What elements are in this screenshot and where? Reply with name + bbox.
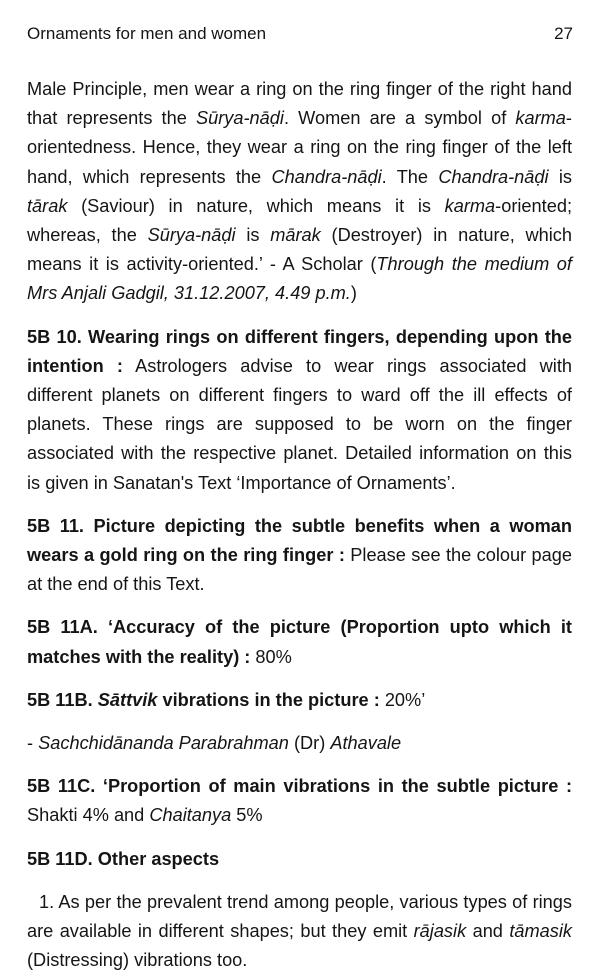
running-title: Ornaments for men and women: [27, 24, 267, 43]
section-5b11c: 5B 11C. ‘Proportion of main vibrations in the subtle picture : Shakti 4% and Chaitanya 5%: [27, 776, 572, 826]
section-5b11b-value: 20%’: [379, 689, 426, 710]
section-5b10-heading: 5B 10. Wearing rings on different fingers, depending upon the intention :: [27, 326, 572, 376]
section-5b11b-heading: 5B 11B. Sāttvik vibrations in the picture :: [27, 689, 380, 710]
section-5b11a-value: 80%: [250, 646, 292, 667]
section-5b11a: [27, 613, 572, 671]
section-5b11d: [27, 845, 572, 874]
section-5b11: [27, 512, 572, 600]
attribution: - Sachchidānanda Parabrahman (Dr) Athavale: [27, 733, 402, 754]
page-header: [27, 24, 573, 48]
section-5b11d-heading: 5B 11D. Other aspects: [27, 848, 220, 869]
page-number: 27: [554, 24, 573, 43]
section-5b11c-heading: 5B 11C. ‘Proportion of main vibrations in the subtle picture :: [27, 776, 572, 797]
section-5b11b: [27, 686, 572, 715]
section-5b11-text: Please see the colour page at the end of this Text.: [27, 545, 572, 595]
section-5b10: [27, 323, 572, 498]
list-item-1: 1. As per the prevalent trend among people, various types of rings are available in different shapes; but they emit rājasik and tāmasik (Distressing) vibrations too.: [27, 891, 573, 971]
section-5b11a-heading: 5B 11A. ‘Accuracy of the picture (Proportion upto which it matches with the reality) :: [27, 617, 572, 667]
paragraph-male-principle: Male Principle, men wear a ring on the ring finger of the right hand that represents the Sūrya-nāḍi. Women are a symbol of karma-orientedness. Hence, they wear a ring on the ring finger of the left hand, which represents the Chandra-nāḍi. The Chandra-nāḍi is tārak (Saviour) in nature, which means it is karma-oriented; whereas, the Sūrya-nāḍi is mārak (Destroyer) in nature, which means it is activity-oriented.’ - A Scholar (Through the medium of Mrs Anjali Gadgil, 31.12.2007, 4.49 p.m.): [27, 79, 573, 304]
page-body: [27, 75, 572, 975]
list-item-number: 1.: [39, 891, 55, 912]
section-5b11-heading: 5B 11. Picture depicting the subtle benefits when a woman wears a gold ring on the ring finger :: [27, 515, 572, 566]
section-5b10-text: Astrologers advise to wear rings associated with different planets on different fingers to ward off the ill effects of planets. These rings are supposed to be worn on the finger associated with the respective planet. Detailed information on this is given in Sanatan's Text ‘Importance of Ornaments’.: [27, 355, 572, 493]
